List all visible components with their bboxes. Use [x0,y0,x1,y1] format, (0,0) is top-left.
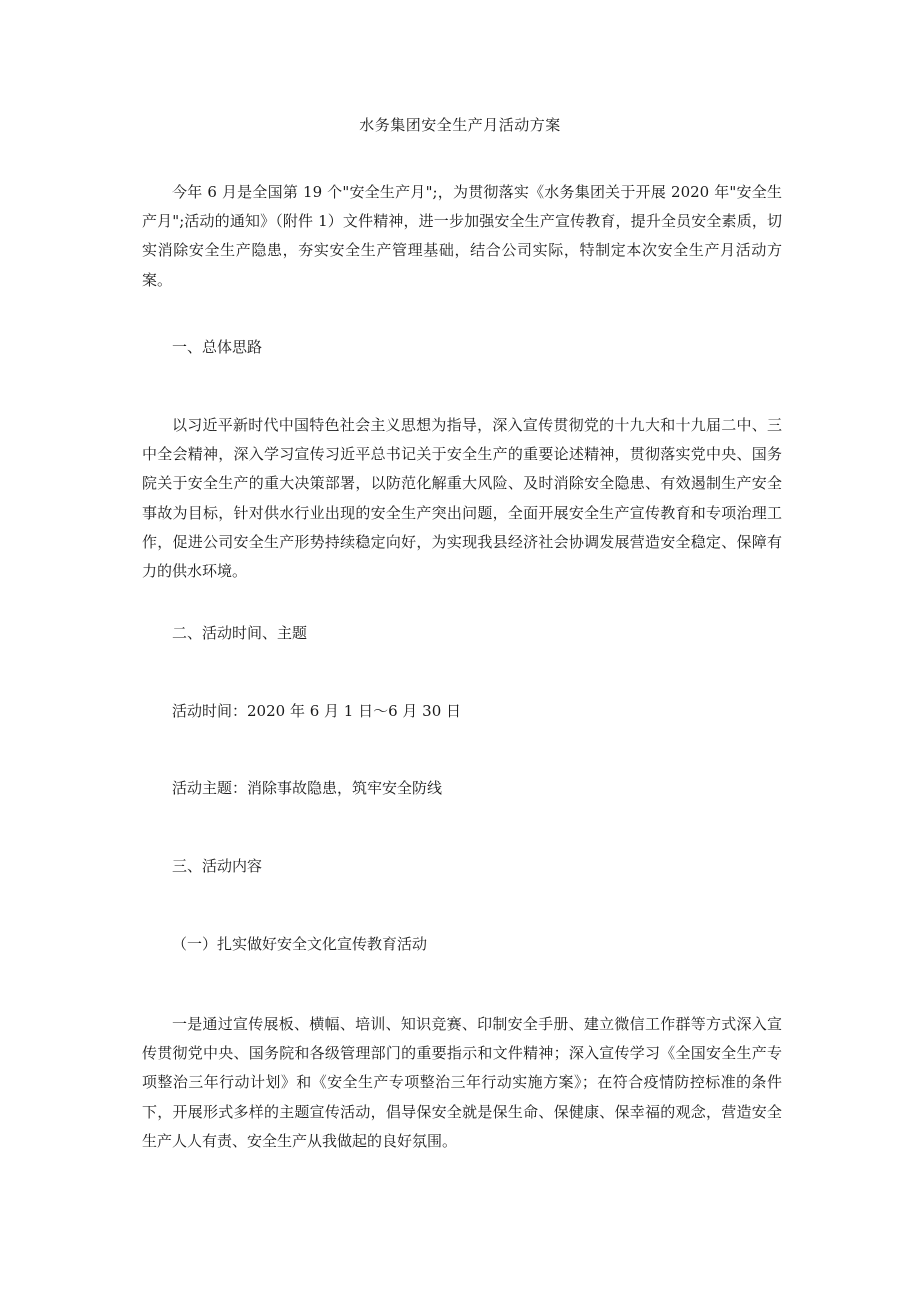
document-title: 水务集团安全生产月活动方案 [359,116,561,134]
section-heading-overall-idea: 一、总体思路 [172,338,263,356]
section-heading-time-theme: 二、活动时间、主题 [172,624,308,642]
sub-heading-safety-culture: （一）扎实做好安全文化宣传教育活动 [172,935,428,953]
section-body-overall-idea: 以习近平新时代中国特色社会主义思想为指导，深入宣传贯彻党的十九大和十九届二中、三中全会精神，深入学习宣传习近平总书记关于安全生产的重要论述精神，贯彻落实党中央、国务院关于安全生产的重大决策部署，以防范化解重大风险、及时消除安全隐患、有效遏制生产安全事故为目标，针对供水行业出现的安全生产突出问题，全面开展安全生产宣传教育和专项治理工作，促进公司安全生产形势持续稳定向好，为实现我县经济社会协调发展营造安全稳定、保障有力的供水环境。 [142,416,782,581]
section-heading-activities: 三、活动内容 [172,857,263,875]
intro-paragraph: 今年 6 月是全国第 19 个"安全生产月";，为贯彻落实《水务集团关于开展 2020 年"安全生产月";活动的通知》（附件 1）文件精神，进一步加强安全生产宣传教育，提升全员安全素质，切实消除安全生产隐患，夯实安全生产管理基础，结合公司实际，特制定本次安全生产月活动方案。 [142,183,782,289]
activity-time: 活动时间：2020 年 6 月 1 日～6 月 30 日 [172,702,462,720]
activity-theme: 活动主题：消除事故隐患，筑牢安全防线 [172,779,443,797]
sub-body-safety-culture: 一是通过宣传展板、横幅、培训、知识竞赛、印制安全手册、建立微信工作群等方式深入宣传贯彻党中央、国务院和各级管理部门的重要指示和文件精神；深入宣传学习《全国安全生产专项整治三年行动计划》和《安全生产专项整治三年行动实施方案》；在符合疫情防控标准的条件下，开展形式多样的主题宣传活动，倡导保安全就是保生命、保健康、保幸福的观念，营造安全生产人人有责、安全生产从我做起的良好氛围。 [142,1015,782,1150]
